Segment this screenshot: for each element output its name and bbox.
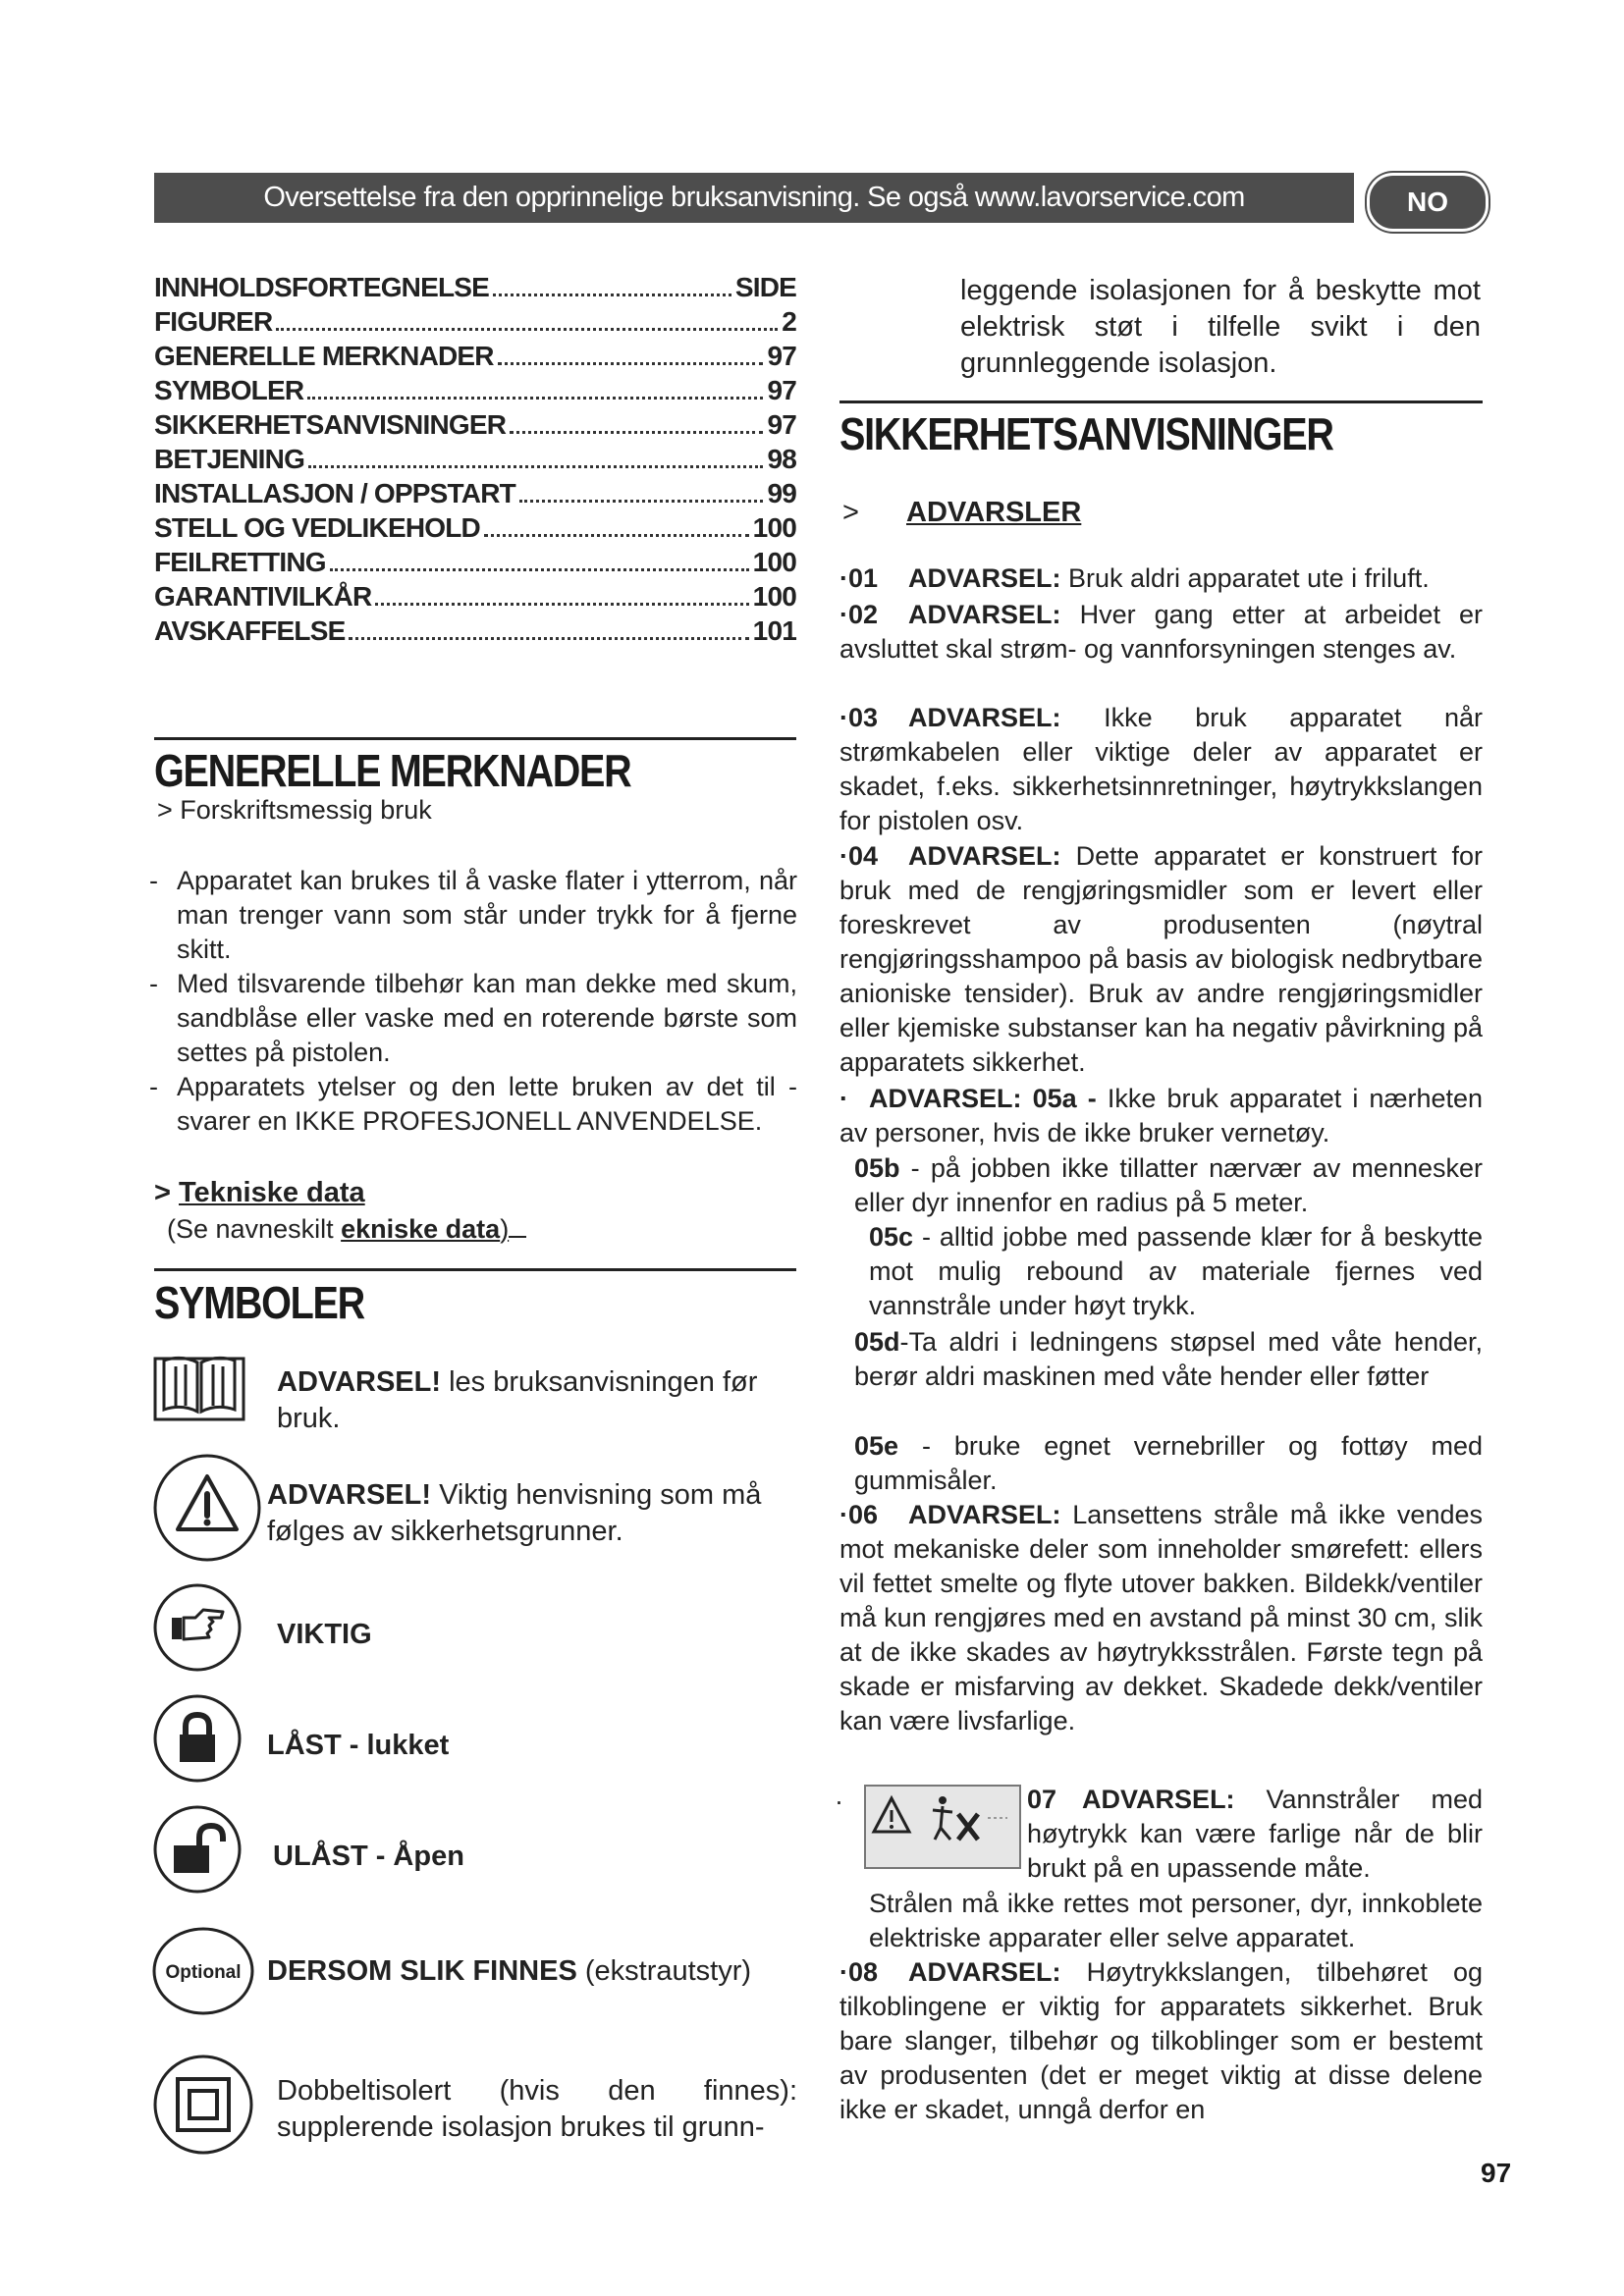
toc-page: SIDE [734, 272, 796, 302]
toc-row [154, 372, 796, 406]
warning-07: 07 ADVARSEL: Vannstråler med høytrykk kan være farlige når de blir brukt på en upassende måte. [1027, 1785, 1483, 1883]
toc-label: FEILRETTING [154, 547, 326, 577]
toc-label: GENERELLE MERKNADER [154, 341, 494, 371]
warning-08: ·08 ADVARSEL: Høytrykkslangen, tilbehøret og tilkoblingene er viktig for apparatets sikkerhet. Bruk bare slanger, tilbehør og tilkoblinger som er bestemt av produsenten (det er meget viktig at disse delene ikke er skadet, unngå derfor en [839, 1957, 1483, 2124]
toc-leader-dots [375, 603, 748, 606]
section-divider [839, 400, 1483, 403]
toc-page: 99 [767, 478, 796, 508]
toc-label: STELL OG VEDLIKEHOLD [154, 512, 480, 543]
warning-02: ·02 ADVARSEL: Hver gang etter at arbeidet er avsluttet skal strøm- og vannforsyningen stenges av. [839, 600, 1483, 664]
lock-open-icon [152, 1804, 243, 1899]
toc-page: 97 [767, 375, 796, 405]
symbol-unlocked: ULÅST - Åpen [273, 1841, 464, 1872]
tech-data-note: (Se navneskilt ekniske data) [167, 1212, 526, 1247]
toc-label: AVSKAFFELSE [154, 615, 346, 646]
optional-icon [152, 1926, 254, 2021]
warning-05a: · ADVARSEL: 05a - Ikke bruk apparatet i nærheten av personer, hvis de ikke bruker vernetøy. [839, 1084, 1484, 1148]
page-number: 97 [1481, 2158, 1512, 2188]
warning-07-cont: Strålen må ikke rettes mot personer, dyr, innkoblete elektriske apparater eller selve apparatet. [869, 1889, 1483, 1952]
warning-05e: 05e - bruke egnet vernebriller og fottøy med gummisåler. [854, 1431, 1483, 1495]
toc-row [154, 303, 796, 338]
warning-05c: 05c - alltid jobbe med passende klær for å beskytte mot mulig rebound av materiale fjernes ved vannstråle under høyt trykk. [869, 1222, 1483, 1320]
toc-row [154, 578, 796, 613]
svg-text:Optional: Optional [165, 1962, 242, 1983]
section-title-general: GENERELLE MERKNADER [154, 745, 631, 796]
tech-data-heading: > Tekniske data [154, 1177, 365, 1208]
toc-leader-dots [307, 397, 763, 400]
warning-07-dot: · [835, 1787, 843, 1816]
toc-page: 97 [767, 341, 796, 371]
toc-row [154, 613, 796, 647]
toc-row [154, 509, 796, 544]
list-item: - Apparatet kan brukes til å vaske flater i ytterrom, når man trenger vann som står under trykk for å fjerne skitt. [149, 866, 797, 964]
toc-label: BETJENING [154, 444, 305, 474]
list-item: - Apparatets ytelser og den lette bruken av det til - svarer en IKKE PROFESJONELL ANVENDELSE. [149, 1072, 797, 1136]
warning-05b: 05b - på jobben ikke tillatter nærvær av mennesker eller dyr innenfor en radius på 5 meter. [854, 1153, 1483, 1217]
book-icon [152, 1353, 246, 1428]
symbol-warning-important: ADVARSEL! Viktig henvisning som må følges av sikkerhetsgrunner. [267, 1479, 762, 1547]
toc-page: 98 [767, 444, 796, 474]
toc-row [154, 269, 796, 303]
toc-page: 100 [752, 581, 796, 612]
toc-label: SIKKERHETSANVISNINGER [154, 409, 507, 440]
toc-leader-dots [330, 568, 749, 571]
toc-leader-dots [510, 431, 763, 434]
toc-leader-dots [493, 294, 731, 296]
intro-continued: leggende isolasjonen for å beskytte mot elektrisk støt i tilfelle svikt i den grunnleggende isolasjon. [960, 275, 1481, 379]
warning-triangle-icon [152, 1453, 262, 1568]
toc-leader-dots [519, 500, 764, 503]
toc-label: SYMBOLER [154, 375, 304, 405]
section-title-safety: SIKKERHETSANVISNINGER [839, 408, 1333, 459]
symbol-important: VIKTIG [277, 1619, 372, 1650]
warning-03: ·03 ADVARSEL: Ikke bruk apparatet når strømkabelen eller viktige deler av apparatet er skadet, f.eks. sikkerhetsinnretninger, høytrykkslangen for pistolen osv. [839, 703, 1483, 835]
toc-label: GARANTIVILKÅR [154, 581, 372, 612]
toc-leader-dots [498, 362, 764, 365]
toc-row [154, 406, 796, 441]
header-text: Oversettelse fra den opprinnelige bruksanvisning. Se også www.lavorservice.com [263, 182, 1245, 213]
toc-leader-dots [276, 328, 778, 331]
symbol-warning-read-manual: ADVARSEL! les bruksanvisningen før bruk. [277, 1366, 758, 1434]
toc-page: 100 [752, 547, 796, 577]
toc-row [154, 475, 796, 509]
warning-01: ·01 ADVARSEL: Bruk aldri apparatet ute i friluft. [839, 563, 1430, 593]
toc-label: FIGURER [154, 306, 273, 337]
double-insulation-icon [152, 2054, 254, 2161]
language-badge: NO [1367, 173, 1489, 232]
section-divider [154, 1268, 796, 1271]
toc-label: INSTALLASJON / OPPSTART [154, 478, 515, 508]
toc-leader-dots [308, 465, 763, 468]
toc-label: INNHOLDSFORTEGNELSE [154, 272, 490, 302]
warning-06: ·06 ADVARSEL: Lansettens stråle må ikke vendes mot mekaniske deler som inneholder smørefett: ellers vil fettet smelte og flyte utover bakken. Bildekk/ventiler må kun rengjøres med en avstand på minst 30 cm, slik at de ikke skades av høytrykksstrålen. Første tegn på skade er misfarving av dekket. Skadede dekk/ventiler kan være livsfarlige. [839, 1500, 1483, 1735]
symbol-optional: DERSOM SLIK FINNES (ekstrautstyr) [267, 1955, 752, 1987]
table-of-contents [154, 269, 796, 647]
lock-closed-icon [152, 1693, 243, 1789]
section-divider [154, 737, 796, 740]
toc-page: 100 [752, 512, 796, 543]
symbol-locked: LÅST - lukket [267, 1730, 450, 1761]
warnings-subheading: > ADVARSLER [842, 497, 1082, 528]
toc-page: 97 [767, 409, 796, 440]
warning-05d: 05d-Ta aldri i ledningens støpsel med våte hender, berør aldri maskinen med våte hender eller føtter [854, 1327, 1483, 1391]
general-subtitle: > Forskriftsmessig bruk [157, 795, 432, 825]
toc-page: 2 [782, 306, 796, 337]
toc-leader-dots [349, 637, 748, 640]
toc-page: 101 [752, 615, 796, 646]
pointing-hand-icon [152, 1582, 243, 1678]
list-item: - Med tilsvarende tilbehør kan man dekke med skum, sandblåse eller vaske med en roterende børste som settes på pistolen. [149, 969, 797, 1067]
toc-row [154, 338, 796, 372]
toc-leader-dots [484, 534, 749, 537]
symbol-double-insulation: Dobbeltisolert (hvis den finnes): supplerende isolasjon brukes til grunn- [277, 2075, 797, 2143]
warning-04: ·04 ADVARSEL: Dette apparatet er konstruert for bruk med de rengjøringsmidler som er levert eller foreskrevet av produsenten (nøytral rengjøringsshampoo på basis av biologisk nedbrytbare anioniske tensider). Bruk av andre rengjøringsmidler eller kjemiske substanser kan ha negativ påvirkning på apparatets sikkerhet. [839, 841, 1483, 1077]
high-pressure-warning-icon [864, 1785, 1021, 1874]
toc-row [154, 441, 796, 475]
section-title-symbols: SYMBOLER [154, 1277, 364, 1328]
toc-row [154, 544, 796, 578]
